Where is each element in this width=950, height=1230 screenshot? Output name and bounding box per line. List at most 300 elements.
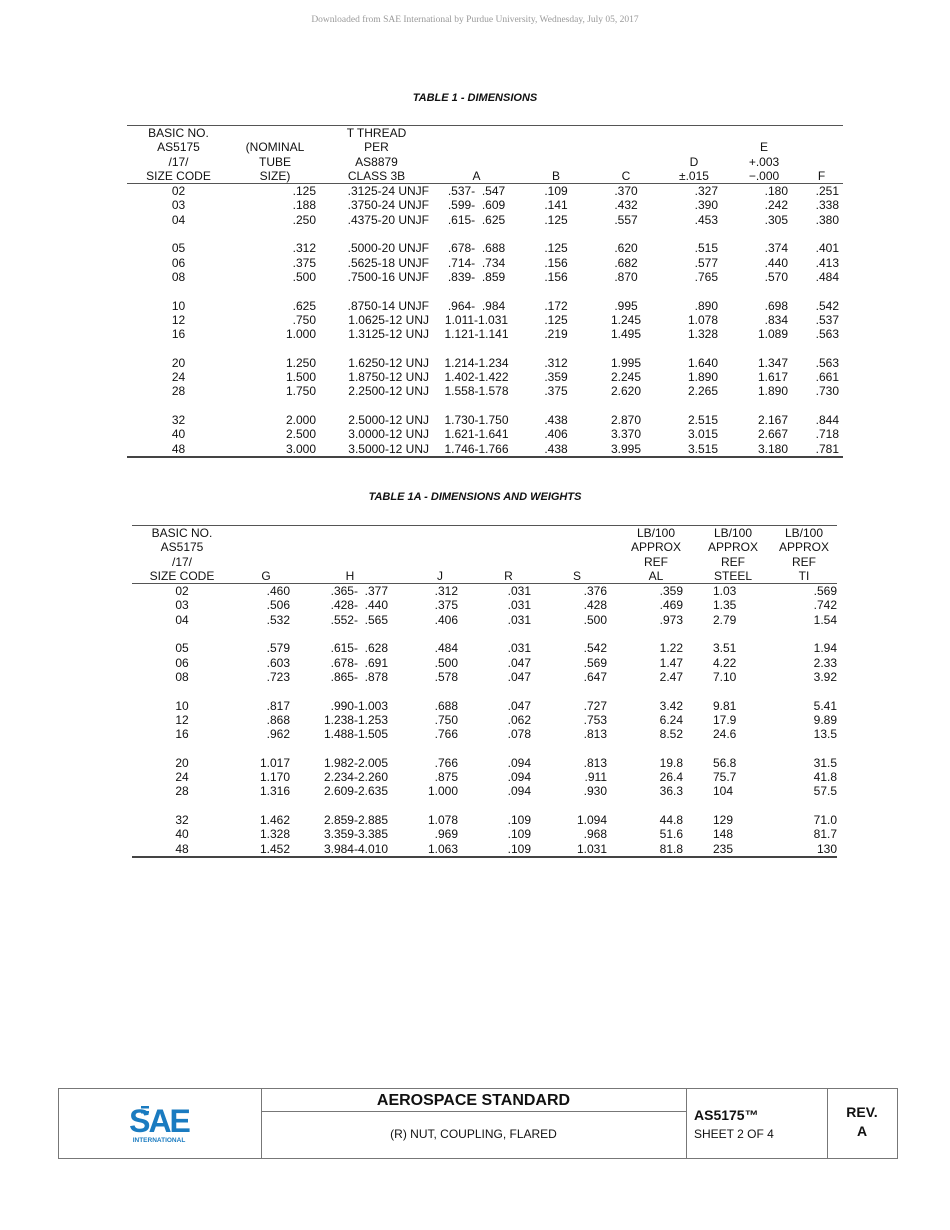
table-cell: .5625-18 UNJF: [347, 255, 429, 270]
table-cell: .460: [266, 584, 290, 599]
table-cell: 26.4: [659, 770, 683, 785]
column-header: (NOMINAL: [245, 140, 305, 155]
table-cell: .620: [614, 241, 638, 256]
table-cell: .156: [544, 269, 568, 284]
table-cell: 5.41: [813, 698, 837, 713]
table-cell: .438: [544, 412, 568, 427]
column-header: APPROX: [707, 540, 758, 555]
table-cell: 1.3125-12 UNJ: [348, 327, 429, 342]
table-cell: 03: [175, 598, 189, 613]
table-cell: .031: [507, 598, 531, 613]
table-cell: .125: [292, 184, 316, 199]
table-cell: .7500-16 UNJF: [347, 269, 429, 284]
table-cell: 1.094: [576, 812, 607, 827]
revision-label: REV.: [846, 1104, 878, 1120]
table-cell: 1.94: [813, 641, 837, 656]
table-cell: 02: [171, 184, 186, 199]
table-cell: .484: [815, 269, 839, 284]
table-cell: .678- .691: [330, 655, 388, 670]
table-cell: .781: [800, 442, 843, 457]
table-cell: 4.22: [713, 655, 737, 670]
table-cell: 2.870: [610, 412, 642, 427]
table-cell: .753: [583, 712, 607, 727]
table-row: [132, 598, 837, 612]
table-cell: 1.558-1.578: [444, 384, 509, 399]
table-cell: .8750-14 UNJF: [347, 298, 429, 313]
table-cell: 2.234-2.260: [323, 770, 388, 785]
table1a-title: TABLE 1A - DIMENSIONS AND WEIGHTS: [368, 491, 582, 503]
column-header: [232, 540, 300, 554]
table1a-body: [132, 584, 837, 857]
table-cell: 104: [713, 784, 734, 799]
table-cell: .109: [507, 812, 531, 827]
table-cell: .532: [266, 612, 290, 627]
table-cell: .376: [583, 584, 607, 599]
table-cell: .603: [266, 655, 290, 670]
table-cell: 3.015: [687, 427, 718, 442]
table-cell: .3750-24 UNJF: [347, 198, 429, 213]
column-header: E: [759, 140, 768, 155]
table-cell: 1.746-1.766: [433, 442, 520, 457]
table-cell: .380: [815, 212, 839, 227]
table-cell: 17.9: [713, 712, 737, 727]
table-cell: .969: [434, 827, 458, 842]
column-header: [728, 126, 800, 141]
table-cell: 48: [132, 842, 232, 857]
table-cell: .413: [815, 255, 839, 270]
table-cell: .375: [292, 255, 316, 270]
column-header: [520, 140, 592, 154]
table-cell: 05: [175, 641, 189, 656]
table-cell: .141: [544, 198, 568, 213]
table-row: [127, 198, 843, 212]
column-header: [537, 526, 617, 541]
table-cell: 2.167: [757, 412, 788, 427]
table-cell: 2.33: [813, 655, 837, 670]
table-row: [132, 784, 837, 798]
column-header: [592, 126, 660, 141]
table-cell: 05: [171, 241, 186, 256]
table-cell: 9.81: [713, 698, 737, 713]
table-cell: 04: [171, 212, 186, 227]
table-cell: 3.370: [610, 427, 642, 442]
table-cell: .406: [434, 612, 458, 627]
table-cell: 1.640: [687, 355, 718, 370]
table-cell: 3.92: [813, 669, 837, 684]
table-row: [127, 413, 843, 427]
column-header: [660, 140, 728, 154]
column-header: [480, 526, 537, 541]
table-row: [127, 256, 843, 270]
table-cell: 8.52: [659, 727, 683, 742]
table-cell: .031: [507, 612, 531, 627]
table-cell: .870: [614, 269, 638, 284]
sae-logo: [59, 1089, 261, 1158]
table-cell: 1.063: [400, 842, 480, 857]
table-cell: 10: [175, 698, 189, 713]
column-header: S: [537, 569, 617, 584]
column-header: BASIC NO.: [132, 526, 232, 541]
table-cell: .251: [815, 184, 839, 199]
table1a-header: [132, 526, 837, 584]
table-cell: 129: [713, 812, 734, 827]
table-cell: .962: [266, 727, 290, 742]
table-cell: .973: [659, 612, 683, 627]
table-cell: .968: [583, 827, 607, 842]
logo-subtext: INTERNATIONAL: [132, 1137, 186, 1144]
table-cell: .766: [434, 727, 458, 742]
table-cell: .615- .628: [330, 641, 388, 656]
table-cell: 08: [175, 669, 189, 684]
column-header: AS5175: [157, 140, 200, 155]
table-cell: 81.8: [617, 842, 695, 857]
table-cell: .156: [544, 255, 568, 270]
table-cell: .718: [815, 427, 839, 442]
table-cell: .569: [813, 584, 837, 599]
group-spacer: [127, 284, 843, 298]
table-cell: 9.89: [813, 712, 837, 727]
table-cell: 24.6: [713, 727, 737, 742]
table-cell: .765: [694, 269, 718, 284]
standard-title: AEROSPACE STANDARD: [261, 1089, 686, 1112]
table-cell: 1.017: [259, 755, 290, 770]
column-header: REF: [644, 554, 668, 569]
table-cell: 2.859-2.885: [323, 812, 388, 827]
revision-cell: [827, 1089, 897, 1158]
column-header: [300, 555, 400, 569]
column-header: [300, 526, 400, 541]
table-cell: 1.316: [259, 784, 290, 799]
table-row: [132, 670, 837, 684]
table-cell: 1.35: [713, 598, 737, 613]
table-row: [132, 656, 837, 670]
logo-cell: [59, 1089, 262, 1158]
table-cell: .094: [507, 784, 531, 799]
table-cell: .577: [694, 255, 718, 270]
document-number: AS5175™: [694, 1107, 759, 1123]
table-cell: 1.495: [610, 327, 642, 342]
table-cell: .109: [507, 827, 531, 842]
table-cell: .930: [583, 784, 607, 799]
table-cell: 71.0: [813, 812, 837, 827]
table-cell: .500: [583, 612, 607, 627]
table-cell: .453: [694, 212, 718, 227]
table-cell: .172: [544, 298, 568, 313]
column-header: REF: [792, 554, 816, 569]
column-header: [400, 540, 480, 554]
column-header: CLASS 3B: [320, 169, 433, 184]
table-cell: 2.609-2.635: [323, 784, 388, 799]
table-cell: .964- .984: [447, 298, 506, 313]
table-cell: 1.621-1.641: [444, 427, 509, 442]
table-cell: .5000-20 UNJF: [347, 241, 429, 256]
table-cell: 1.121-1.141: [444, 327, 509, 342]
download-note: Downloaded from SAE International by Purdue University, Wednesday, July 05, 2017: [311, 15, 639, 25]
table-cell: 1.462: [259, 812, 290, 827]
table-cell: .537: [815, 312, 839, 327]
table-cell: 1.011-1.031: [444, 312, 509, 327]
table-row: [127, 327, 843, 341]
table-cell: .817: [266, 698, 290, 713]
table-cell: 1.47: [659, 655, 683, 670]
table-cell: .615- .625: [447, 212, 506, 227]
table-cell: .062: [507, 712, 531, 727]
column-header: [800, 126, 843, 141]
table-cell: 6.24: [659, 712, 683, 727]
table-cell: 1.078: [427, 812, 458, 827]
table-cell: .542: [583, 641, 607, 656]
column-header: [592, 140, 660, 154]
table-cell: .990-1.003: [330, 698, 388, 713]
column-header: [480, 555, 537, 569]
table-row: [127, 384, 843, 398]
table-cell: .515: [694, 241, 718, 256]
table-cell: 1.890: [687, 370, 718, 385]
table-cell: 1.000: [285, 327, 316, 342]
table-cell: .3125-24 UNJF: [347, 184, 429, 199]
column-header: [400, 526, 480, 541]
table-cell: .401: [815, 241, 839, 256]
table-cell: 28: [175, 784, 189, 799]
table-cell: 20: [171, 355, 186, 370]
table-cell: 1.0625-12 UNJ: [348, 312, 429, 327]
table-cell: 2.47: [659, 669, 683, 684]
table-cell: .750: [292, 312, 316, 327]
table1-title: TABLE 1 - DIMENSIONS: [412, 92, 538, 104]
table-cell: .727: [583, 698, 607, 713]
table-cell: .723: [266, 669, 290, 684]
revision-value: A: [856, 1123, 868, 1139]
table-cell: .406: [544, 427, 568, 442]
table-cell: .995: [614, 298, 638, 313]
table-cell: .125: [544, 312, 568, 327]
table-cell: 40: [171, 427, 186, 442]
table-cell: .047: [507, 669, 531, 684]
table-cell: .682: [614, 255, 638, 270]
column-header: R: [480, 569, 537, 584]
table-row: [132, 842, 837, 857]
table-cell: .868: [266, 712, 290, 727]
column-header: B: [520, 169, 592, 184]
table-cell: 1.452: [232, 842, 300, 857]
table-row: [132, 827, 837, 841]
column-header: STEEL: [695, 569, 771, 584]
table-cell: .552- .565: [330, 612, 388, 627]
table-cell: .569: [583, 655, 607, 670]
table-cell: 32: [171, 412, 186, 427]
table-cell: .047: [507, 655, 531, 670]
column-header: AS8879: [355, 154, 398, 169]
table-cell: 19.8: [659, 755, 683, 770]
table-row: [132, 584, 837, 599]
table-cell: 1.328: [259, 827, 290, 842]
table-cell: 1.995: [610, 355, 642, 370]
table-cell: .647: [583, 669, 607, 684]
table-cell: 1.347: [757, 355, 788, 370]
table-cell: 56.8: [713, 755, 737, 770]
table-cell: .599- .609: [447, 198, 506, 213]
group-spacer: [127, 399, 843, 413]
table-cell: 235: [695, 842, 771, 857]
column-header: REF: [721, 554, 745, 569]
table-cell: .625: [292, 298, 316, 313]
column-header: [480, 540, 537, 554]
table-cell: 02: [175, 584, 189, 599]
table-cell: .537- .547: [447, 184, 506, 199]
table-cell: 31.5: [813, 755, 837, 770]
table-cell: .312: [434, 584, 458, 599]
column-header: PER: [364, 140, 389, 155]
column-header: [800, 140, 843, 154]
table-cell: .484: [434, 641, 458, 656]
table-cell: .428- .440: [330, 598, 388, 613]
table-row: [127, 313, 843, 327]
column-header: LB/100: [617, 526, 695, 541]
table-cell: 1.890: [757, 384, 788, 399]
table-cell: 1.402-1.422: [444, 370, 509, 385]
column-header: /17/: [168, 154, 189, 169]
title-cell: [261, 1089, 687, 1158]
table-cell: 1.617: [757, 370, 788, 385]
table-cell: 2.000: [285, 412, 316, 427]
table-row: [127, 370, 843, 384]
table1-dimensions: [127, 125, 843, 458]
table-cell: 7.10: [713, 669, 737, 684]
table-cell: 48: [127, 442, 230, 457]
table-cell: 36.3: [659, 784, 683, 799]
table-cell: .031: [507, 641, 531, 656]
table-cell: .242: [764, 198, 788, 213]
table-cell: 75.7: [713, 770, 737, 785]
table-cell: .375: [544, 384, 568, 399]
table-cell: .698: [764, 298, 788, 313]
table-cell: .312: [292, 241, 316, 256]
column-header: [660, 126, 728, 141]
column-header: H: [300, 569, 400, 584]
table-cell: .834: [764, 312, 788, 327]
column-header: T THREAD: [320, 126, 433, 141]
table-row: [132, 699, 837, 713]
table-cell: .661: [815, 370, 839, 385]
table-cell: .844: [815, 412, 839, 427]
table-cell: .219: [544, 327, 568, 342]
table-cell: .563: [815, 327, 839, 342]
table-cell: 2.245: [610, 370, 642, 385]
table-row: [132, 756, 837, 770]
table-cell: 2.667: [757, 427, 788, 442]
group-spacer: [132, 684, 837, 698]
column-header: [520, 155, 592, 169]
column-header: F: [800, 169, 843, 184]
table1-header: [127, 126, 843, 184]
table-row: [127, 356, 843, 370]
table-cell: .438: [520, 442, 592, 457]
table-cell: .440: [764, 255, 788, 270]
table-cell: .428: [583, 598, 607, 613]
table-cell: 3.000: [230, 442, 320, 457]
table-cell: 1.22: [659, 641, 683, 656]
table-cell: .469: [659, 598, 683, 613]
table-cell: 28: [171, 384, 186, 399]
table-cell: 04: [175, 612, 189, 627]
table-cell: 1.730-1.750: [444, 412, 509, 427]
table-row: [132, 613, 837, 627]
column-header: SIZE): [230, 169, 320, 184]
table-cell: 1.750: [285, 384, 316, 399]
column-header: AS5175: [160, 540, 204, 555]
column-header: APPROX: [778, 540, 829, 555]
table-cell: 2.620: [610, 384, 642, 399]
column-header: D: [689, 154, 699, 169]
table-cell: 1.031: [537, 842, 617, 857]
table-cell: 13.5: [813, 727, 837, 742]
table-row: [132, 813, 837, 827]
table-cell: .890: [694, 298, 718, 313]
table-cell: 3.180: [728, 442, 800, 457]
table-cell: 1.214-1.234: [444, 355, 509, 370]
column-header: APPROX: [630, 540, 681, 555]
table-row: [127, 299, 843, 313]
table-cell: 10: [171, 298, 186, 313]
table-cell: 1.089: [757, 327, 788, 342]
table-cell: .370: [614, 184, 638, 199]
table-row: [127, 241, 843, 255]
table-cell: 12: [171, 312, 186, 327]
group-spacer: [127, 227, 843, 241]
column-header: [433, 126, 520, 141]
table-cell: 3.995: [592, 442, 660, 457]
table-cell: .742: [813, 598, 837, 613]
table-cell: 08: [171, 269, 186, 284]
table-cell: .250: [292, 212, 316, 227]
table-cell: .094: [507, 770, 531, 785]
column-header: SIZE CODE: [132, 569, 232, 584]
group-spacer: [127, 341, 843, 355]
table-cell: 24: [175, 770, 189, 785]
table-cell: 2.500: [285, 427, 316, 442]
column-header: AL: [617, 569, 695, 584]
table-cell: 1.250: [285, 355, 316, 370]
table-cell: 51.6: [659, 827, 683, 842]
table-cell: 06: [175, 655, 189, 670]
sheet-number: SHEET 2 OF 4: [694, 1127, 774, 1141]
table-cell: .813: [583, 755, 607, 770]
table-cell: 81.7: [813, 827, 837, 842]
table-cell: .312: [544, 355, 568, 370]
table-cell: 40: [175, 827, 189, 842]
table-row: [132, 727, 837, 741]
table-cell: .579: [266, 641, 290, 656]
group-spacer: [132, 627, 837, 641]
part-title: (R) NUT, COUPLING, FLARED: [390, 1127, 557, 1141]
table-cell: 3.515: [660, 442, 728, 457]
table-cell: .365- .377: [330, 584, 388, 599]
table-cell: .078: [507, 727, 531, 742]
column-header: G: [232, 569, 300, 584]
table-cell: 12: [175, 712, 189, 727]
table-cell: .094: [507, 755, 531, 770]
column-header: [537, 555, 617, 569]
table-cell: 1.982-2.005: [323, 755, 388, 770]
column-header: [433, 155, 520, 169]
table-row: [132, 770, 837, 784]
table-cell: 3.0000-12 UNJ: [348, 427, 429, 442]
table-cell: .714- .734: [447, 255, 506, 270]
table-cell: 20: [175, 755, 189, 770]
table-row: [127, 270, 843, 284]
group-spacer: [132, 741, 837, 755]
column-header: [537, 540, 617, 554]
